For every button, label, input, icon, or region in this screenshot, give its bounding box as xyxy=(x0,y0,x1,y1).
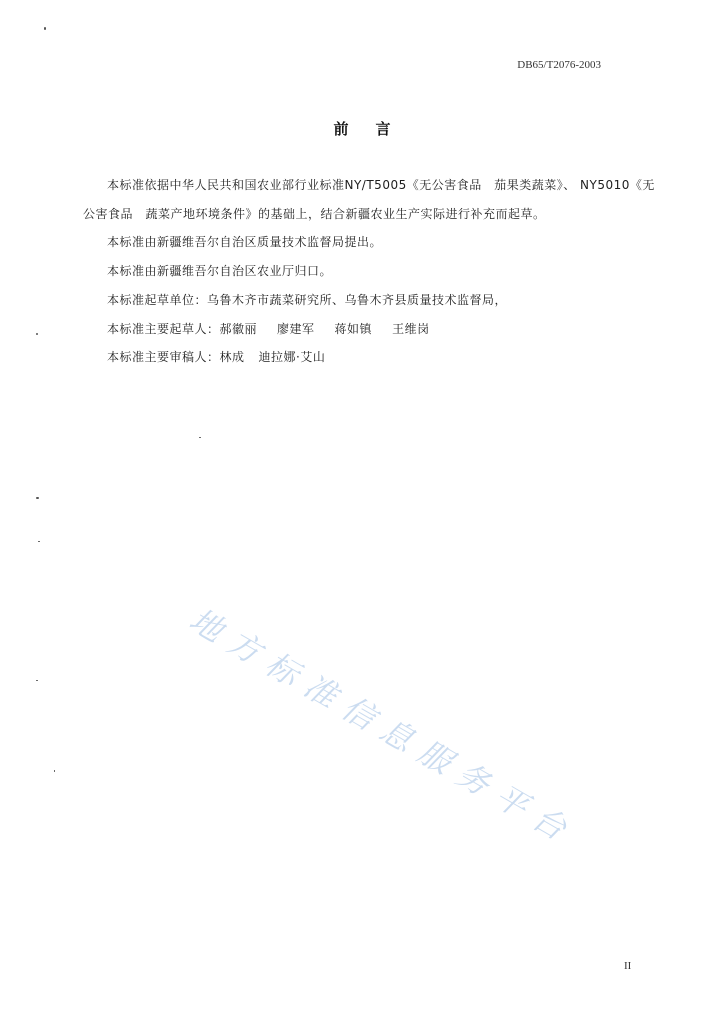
page-number: II xyxy=(624,960,632,972)
basis-paragraph xyxy=(83,171,663,228)
reviewers-label: 本标准主要审稿人： xyxy=(107,350,220,365)
scan-speck xyxy=(44,27,46,30)
drafter-name: 廖建军 xyxy=(277,321,315,336)
reviewers-paragraph xyxy=(83,343,663,372)
scan-speck xyxy=(36,333,38,335)
foreword-body xyxy=(83,171,663,372)
administrator-paragraph: 本标准由新疆维吾尔自治区农业厅归口。 xyxy=(107,264,333,279)
drafting-units-paragraph: 本标准起草单位：乌鲁木齐市蔬菜研究所、乌鲁木齐县质量技术监督局， xyxy=(107,292,508,307)
scan-speck xyxy=(38,541,40,542)
scan-speck xyxy=(199,437,201,438)
scan-speck xyxy=(54,770,55,772)
scan-speck xyxy=(36,497,39,499)
reviewer-name: 林成 xyxy=(219,350,245,365)
drafter-name: 王维岗 xyxy=(392,321,430,336)
basis-paragraph-line-1: 本标准依据中华人民共和国农业部行业标准NY/T5005《无公害食品 茄果类蔬菜》、 NY5010《无 xyxy=(107,178,655,192)
drafter-name: 蒋如镇 xyxy=(334,321,373,336)
drafters-label: 本标准主要起草人： xyxy=(107,321,220,336)
watermark: 地方标准信息服务平台 xyxy=(182,600,584,854)
scan-speck xyxy=(36,680,38,681)
basis-paragraph-line-2: 公害食品 蔬菜产地环境条件》的基础上，结合新疆农业生产实际进行补充而起草。 xyxy=(83,206,546,221)
proposer-paragraph: 本标准由新疆维吾尔自治区质量技术监督局提出。 xyxy=(107,235,383,250)
drafter-name: 郝徽丽 xyxy=(219,321,258,336)
page-title: 前 言 xyxy=(333,120,397,138)
reviewer-name: 迪拉娜·艾山 xyxy=(258,350,326,365)
standard-code: DB65/T2076-2003 xyxy=(517,59,601,71)
drafters-paragraph xyxy=(83,315,663,344)
